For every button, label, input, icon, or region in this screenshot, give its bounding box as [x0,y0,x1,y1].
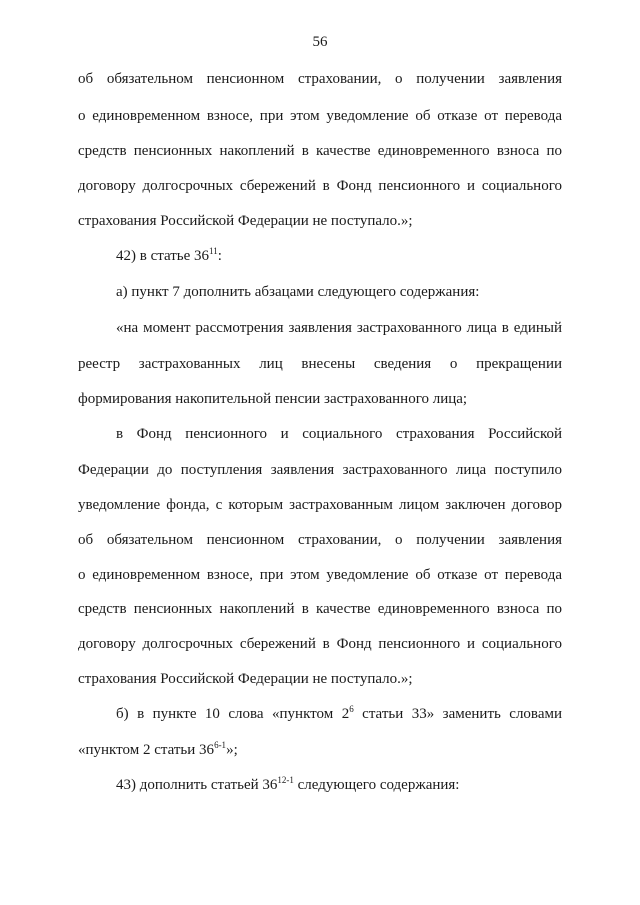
text-line: уведомление фонда, с которым застрахованным лицом заключен договор [78,497,562,513]
text-line: об обязательном пенсионном страховании, о получении заявления [78,532,562,548]
text-segment: статьи 33» заменить словами [353,706,562,722]
text-line [78,776,562,794]
text-segment: : [217,248,222,264]
text-line [78,741,562,759]
text-segment: 42) в статье 36 [116,248,210,264]
text-line: страхования Российской Федерации не поступало.»; [78,671,413,687]
text-line: средств пенсионных накоплений в качестве единовременного взноса по [78,143,562,159]
text-line: средств пенсионных накоплений в качестве единовременного взноса по [78,601,562,617]
page-number: 56 [312,34,328,50]
text-line [78,247,562,265]
text-line: договору долгосрочных сбережений в Фонд пенсионного и социального [78,178,562,194]
text-line: Федерации до поступления заявления застрахованного лица поступило [78,462,562,478]
superscript: 6 [349,704,354,714]
text-line: о единовременном взносе, при этом уведомление об отказе от перевода [78,108,562,124]
superscript: 12-1 [277,775,294,785]
text-line: об обязательном пенсионном страховании, о получении заявления [78,71,562,87]
text-line: «на момент рассмотрения заявления застрахованного лица в единый [116,320,562,336]
text-segment: »; [226,742,238,758]
text-line: в Фонд пенсионного и социального страхования Российской [116,426,562,442]
text-line: а) пункт 7 дополнить абзацами следующего содержания: [116,284,480,300]
text-line: страхования Российской Федерации не поступало.»; [78,213,413,229]
superscript: 11 [209,246,218,256]
text-segment: «пунктом 2 статьи 36 [78,742,215,758]
text-line: реестр застрахованных лиц внесены сведения о прекращении [78,356,562,372]
text-segment: б) в пункте 10 слова «пунктом 2 [116,706,350,722]
text-line: о единовременном взносе, при этом уведомление об отказе от перевода [78,567,562,583]
text-segment: следующего содержания: [293,777,460,793]
text-line [78,705,562,723]
text-line: формирования накопительной пенсии застрахованного лица; [78,391,468,407]
text-segment: 43) дополнить статьей 36 [116,777,278,793]
text-line: договору долгосрочных сбережений в Фонд пенсионного и социального [78,636,562,652]
superscript: 6-1 [214,740,227,750]
